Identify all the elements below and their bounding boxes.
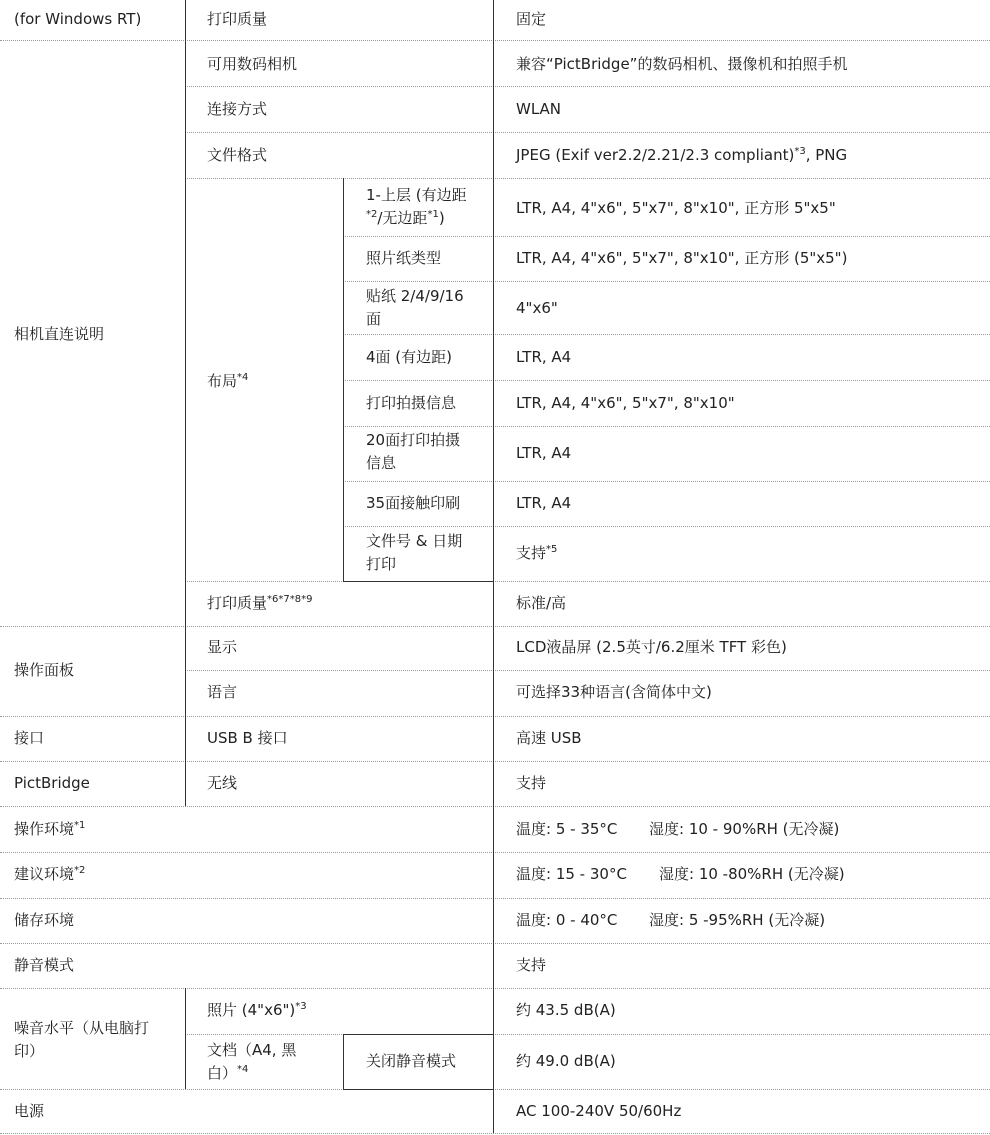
column-divider [343, 1034, 344, 1089]
layout-item-value: LTR, A4 [516, 348, 572, 366]
sub-label-cameras: 可用数码相机 [207, 55, 298, 73]
value-power: AC 100-240V 50/60Hz [516, 1102, 682, 1120]
row-divider [0, 761, 990, 762]
value-usb: 高速 USB [516, 729, 582, 747]
row-divider [185, 132, 990, 133]
mode-box-top [343, 1034, 493, 1035]
row-label-windows-rt: (for Windows RT) [14, 10, 142, 28]
value-quiet-mode: 支持 [516, 956, 547, 974]
row-divider [0, 988, 990, 989]
row-divider [343, 481, 990, 482]
row-divider [0, 852, 990, 853]
value-cameras: 兼容“PictBridge”的数码相机、摄像机和拍照手机 [516, 55, 848, 73]
row-divider [343, 236, 990, 237]
layout-item-value: LTR, A4 [516, 444, 572, 462]
row-label-noise: 噪音水平（从电脑打 印） [14, 1019, 150, 1060]
row-label-storage-env: 储存环境 [14, 911, 75, 929]
value-rec-env-temp: 温度: 15 - 30°C [516, 865, 627, 883]
row-divider [0, 40, 990, 41]
row-divider [185, 670, 990, 671]
row-divider [0, 943, 990, 944]
sub-label-file-format: 文件格式 [207, 146, 268, 164]
value-storage-env-temp: 温度: 0 - 40°C [516, 911, 618, 929]
row-label-power: 电源 [14, 1102, 45, 1120]
sub-label-quiet-off: 关闭静音模式 [366, 1052, 457, 1070]
layout-item-label: 20面打印拍摄 信息 [366, 431, 461, 472]
value-connection: WLAN [516, 100, 562, 118]
sub-label-connection: 连接方式 [207, 100, 268, 118]
row-divider [343, 526, 990, 527]
layout-item-value: 4"x6" [516, 299, 558, 317]
row-divider [185, 581, 990, 582]
sub-label-usb: USB B 接口 [207, 729, 288, 747]
sub-label-display: 显示 [207, 638, 238, 656]
layout-item-value: LTR, A4 [516, 494, 572, 512]
sub-label-layout: 布局$^{*4}$ [207, 372, 249, 390]
row-label-quiet-mode: 静音模式 [14, 956, 75, 974]
sub-label-print-quality: 打印质量 [207, 10, 268, 28]
value-op-env-temp: 温度: 5 - 35°C [516, 820, 618, 838]
layout-item-label: 35面接触印刷 [366, 494, 461, 512]
row-label-panel: 操作面板 [14, 661, 75, 679]
row-label-camera-direct: 相机直连说明 [14, 325, 105, 343]
value-file-format: JPEG (Exif ver2.2/2.21/2.3 compliant)$^{*3}$, PNG [516, 146, 848, 164]
row-divider [0, 1133, 990, 1134]
row-divider [185, 178, 990, 179]
row-divider [185, 86, 990, 87]
row-divider [343, 426, 990, 427]
value-storage-env-humidity: 湿度: 5 -95%RH (无冷凝) [649, 911, 826, 929]
column-divider [185, 988, 186, 1089]
row-divider [343, 281, 990, 282]
sub-label-wireless: 无线 [207, 774, 238, 792]
column-divider [185, 0, 186, 806]
row-label-op-env: 操作环境$^{*1}$ [14, 820, 86, 838]
layout-item-value: LTR, A4, 4"x6", 5"x7", 8"x10", 正方形 5"x5" [516, 199, 836, 217]
layout-item-label: 4面 (有边距) [366, 348, 453, 366]
value-wireless: 支持 [516, 774, 547, 792]
sub-label-print-quality: 打印质量$^{*6*7*8*9}$ [207, 594, 313, 612]
layout-item-label: 打印拍摄信息 [366, 394, 457, 412]
row-divider [0, 1089, 990, 1090]
row-divider [0, 716, 990, 717]
value-print-quality-fixed: 固定 [516, 10, 547, 28]
value-rec-env-humidity: 湿度: 10 -80%RH (无冷凝) [659, 865, 845, 883]
column-divider [343, 178, 344, 581]
row-divider [0, 806, 990, 807]
layout-item-value: LTR, A4, 4"x6", 5"x7", 8"x10" [516, 394, 735, 412]
layout-item-label: 贴纸 2/4/9/16 面 [366, 287, 464, 328]
row-divider [0, 626, 990, 627]
row-divider [185, 1034, 990, 1035]
row-label-pictbridge: PictBridge [14, 774, 90, 792]
row-divider [343, 380, 990, 381]
mode-box-bottom [343, 1089, 493, 1090]
layout-box-bottom [343, 581, 493, 582]
sub-label-document: 文档（A4, 黑 白）$^{*4}$ [207, 1041, 297, 1082]
sub-label-photo: 照片 (4"x6")$^{*3}$ [207, 1001, 307, 1019]
row-label-interface: 接口 [14, 729, 45, 747]
layout-item-label: 1-上层 (有边距 $^{*2}$/无边距$^{*1}$) [366, 186, 467, 227]
sub-label-language: 语言 [207, 683, 238, 701]
layout-item-value: 支持$^{*5}$ [516, 544, 558, 562]
layout-item-value: LTR, A4, 4"x6", 5"x7", 8"x10", 正方形 (5"x5") [516, 249, 848, 267]
value-language: 可选择33种语言(含简体中文) [516, 683, 712, 701]
value-noise-document: 约 49.0 dB(A) [516, 1052, 616, 1070]
value-noise-photo: 约 43.5 dB(A) [516, 1001, 616, 1019]
row-divider [0, 898, 990, 899]
value-display: LCD液晶屏 (2.5英寸/6.2厘米 TFT 彩色) [516, 638, 787, 656]
value-print-quality: 标准/高 [516, 594, 567, 612]
row-label-rec-env: 建议环境$^{*2}$ [14, 865, 86, 883]
column-divider [493, 0, 494, 1133]
value-op-env-humidity: 湿度: 10 - 90%RH (无冷凝) [649, 820, 840, 838]
layout-item-label: 文件号 & 日期 打印 [366, 532, 463, 573]
row-divider [343, 334, 990, 335]
layout-item-label: 照片纸类型 [366, 249, 442, 267]
